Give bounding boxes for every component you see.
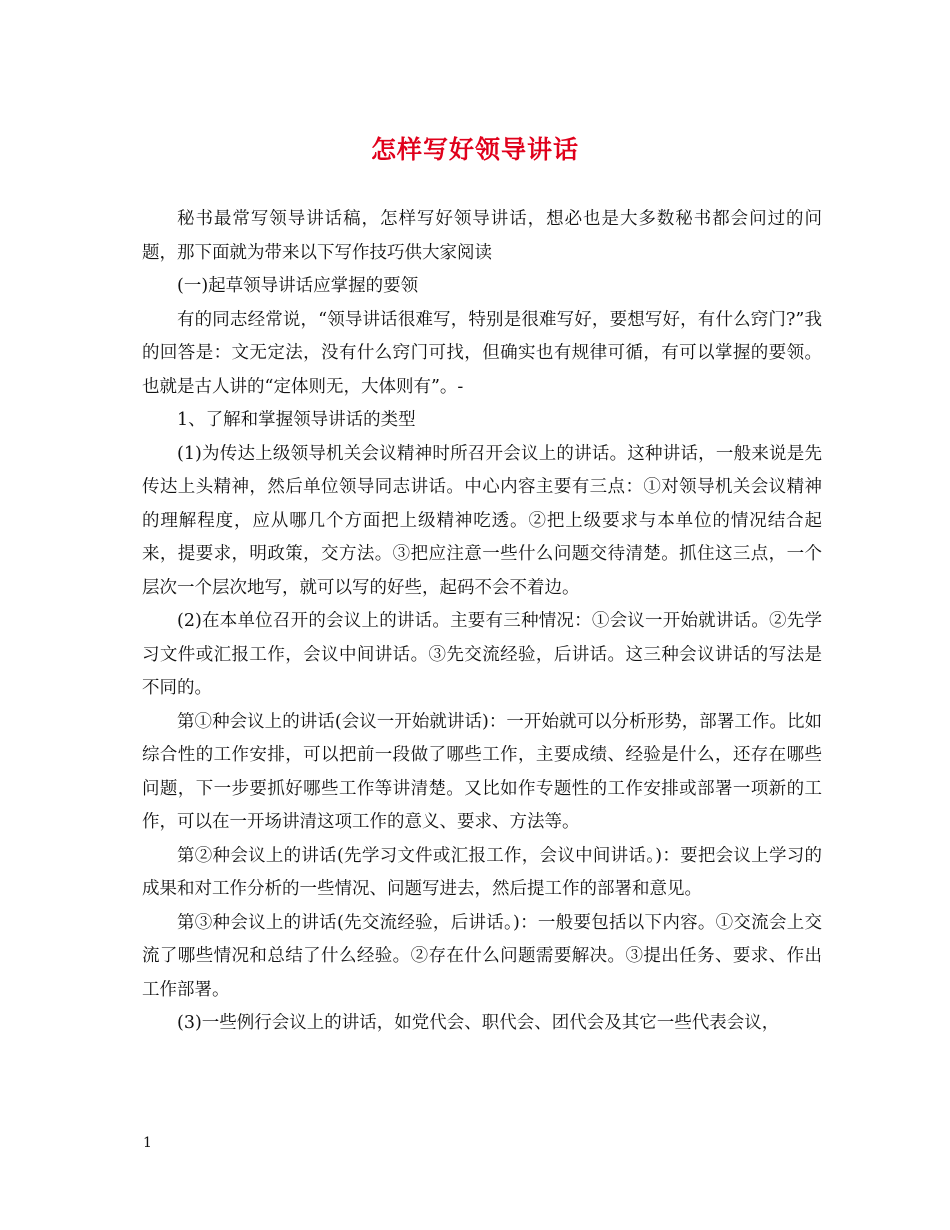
document-body (142, 203, 822, 1041)
subsection-heading-1: 1、了解和掌握领导讲话的类型 (177, 410, 416, 430)
paragraph: (1)为传达上级领导机关会议精神时所召开会议上的讲话。这种讲话，一般来说是先传达上头精神，然后单位领导同志讲话。中心内容主要有三点：①对领导机关会议精神的理解程度，应从哪几个方面把上级精神吃透。②把上级要求与本单位的情况结合起来，提要求，明政策，交方法。③把应注意一些什么问题交待清楚。抓住这三点，一个层次一个层次地写，就可以写的好些，起码不会不着边。 (142, 443, 822, 598)
document-title: 怎样写好领导讲话 (370, 135, 579, 164)
page-number: 1 (143, 1135, 152, 1151)
paragraph: 第①种会议上的讲话(会议一开始就讲话)：一开始就可以分析形势，部署工作。比如综合性的工作安排，可以把前一段做了哪些工作，主要成绩、经验是什么，还存在哪些问题，下一步要抓好哪些工作等讲清楚。又比如作专题性的工作安排或部署一项新的工作，可以在一开场讲清这项工作的意义、要求、方法等。 (142, 711, 822, 832)
paragraph: 有的同志经常说，“领导讲话很难写，特别是很难写好，要想写好，有什么窍门?”我的回答是：文无定法，没有什么窍门可找，但确实也有规律可循，有可以掌握的要领。也就是古人讲的“定体则无，大体则有”。- (142, 309, 822, 397)
paragraph: 第②种会议上的讲话(先学习文件或汇报工作，会议中间讲话。)：要把会议上学习的成果和对工作分析的一些情况、问题写进去，然后提工作的部署和意见。 (142, 845, 822, 899)
section-heading-1: (一)起草领导讲话应掌握的要领 (177, 276, 419, 296)
paragraph-intro: 秘书最常写领导讲话稿，怎样写好领导讲话，想必也是大多数秘书都会问过的问题，那下面就为带来以下写作技巧供大家阅读 (142, 209, 822, 263)
paragraph: 第③种会议上的讲话(先交流经验，后讲话。)：一般要包括以下内容。①交流会上交流了哪些情况和总结了什么经验。②存在什么问题需要解决。③提出任务、要求、作出工作部署。 (142, 912, 822, 1000)
paragraph: (2)在本单位召开的会议上的讲话。主要有三种情况：①会议一开始就讲话。②先学习文件或汇报工作，会议中间讲话。③先交流经验，后讲话。这三种会议讲话的写法是不同的。 (142, 611, 822, 698)
paragraph: (3)一些例行会议上的讲话，如党代会、职代会、团代会及其它一些代表会议， (177, 1013, 780, 1033)
